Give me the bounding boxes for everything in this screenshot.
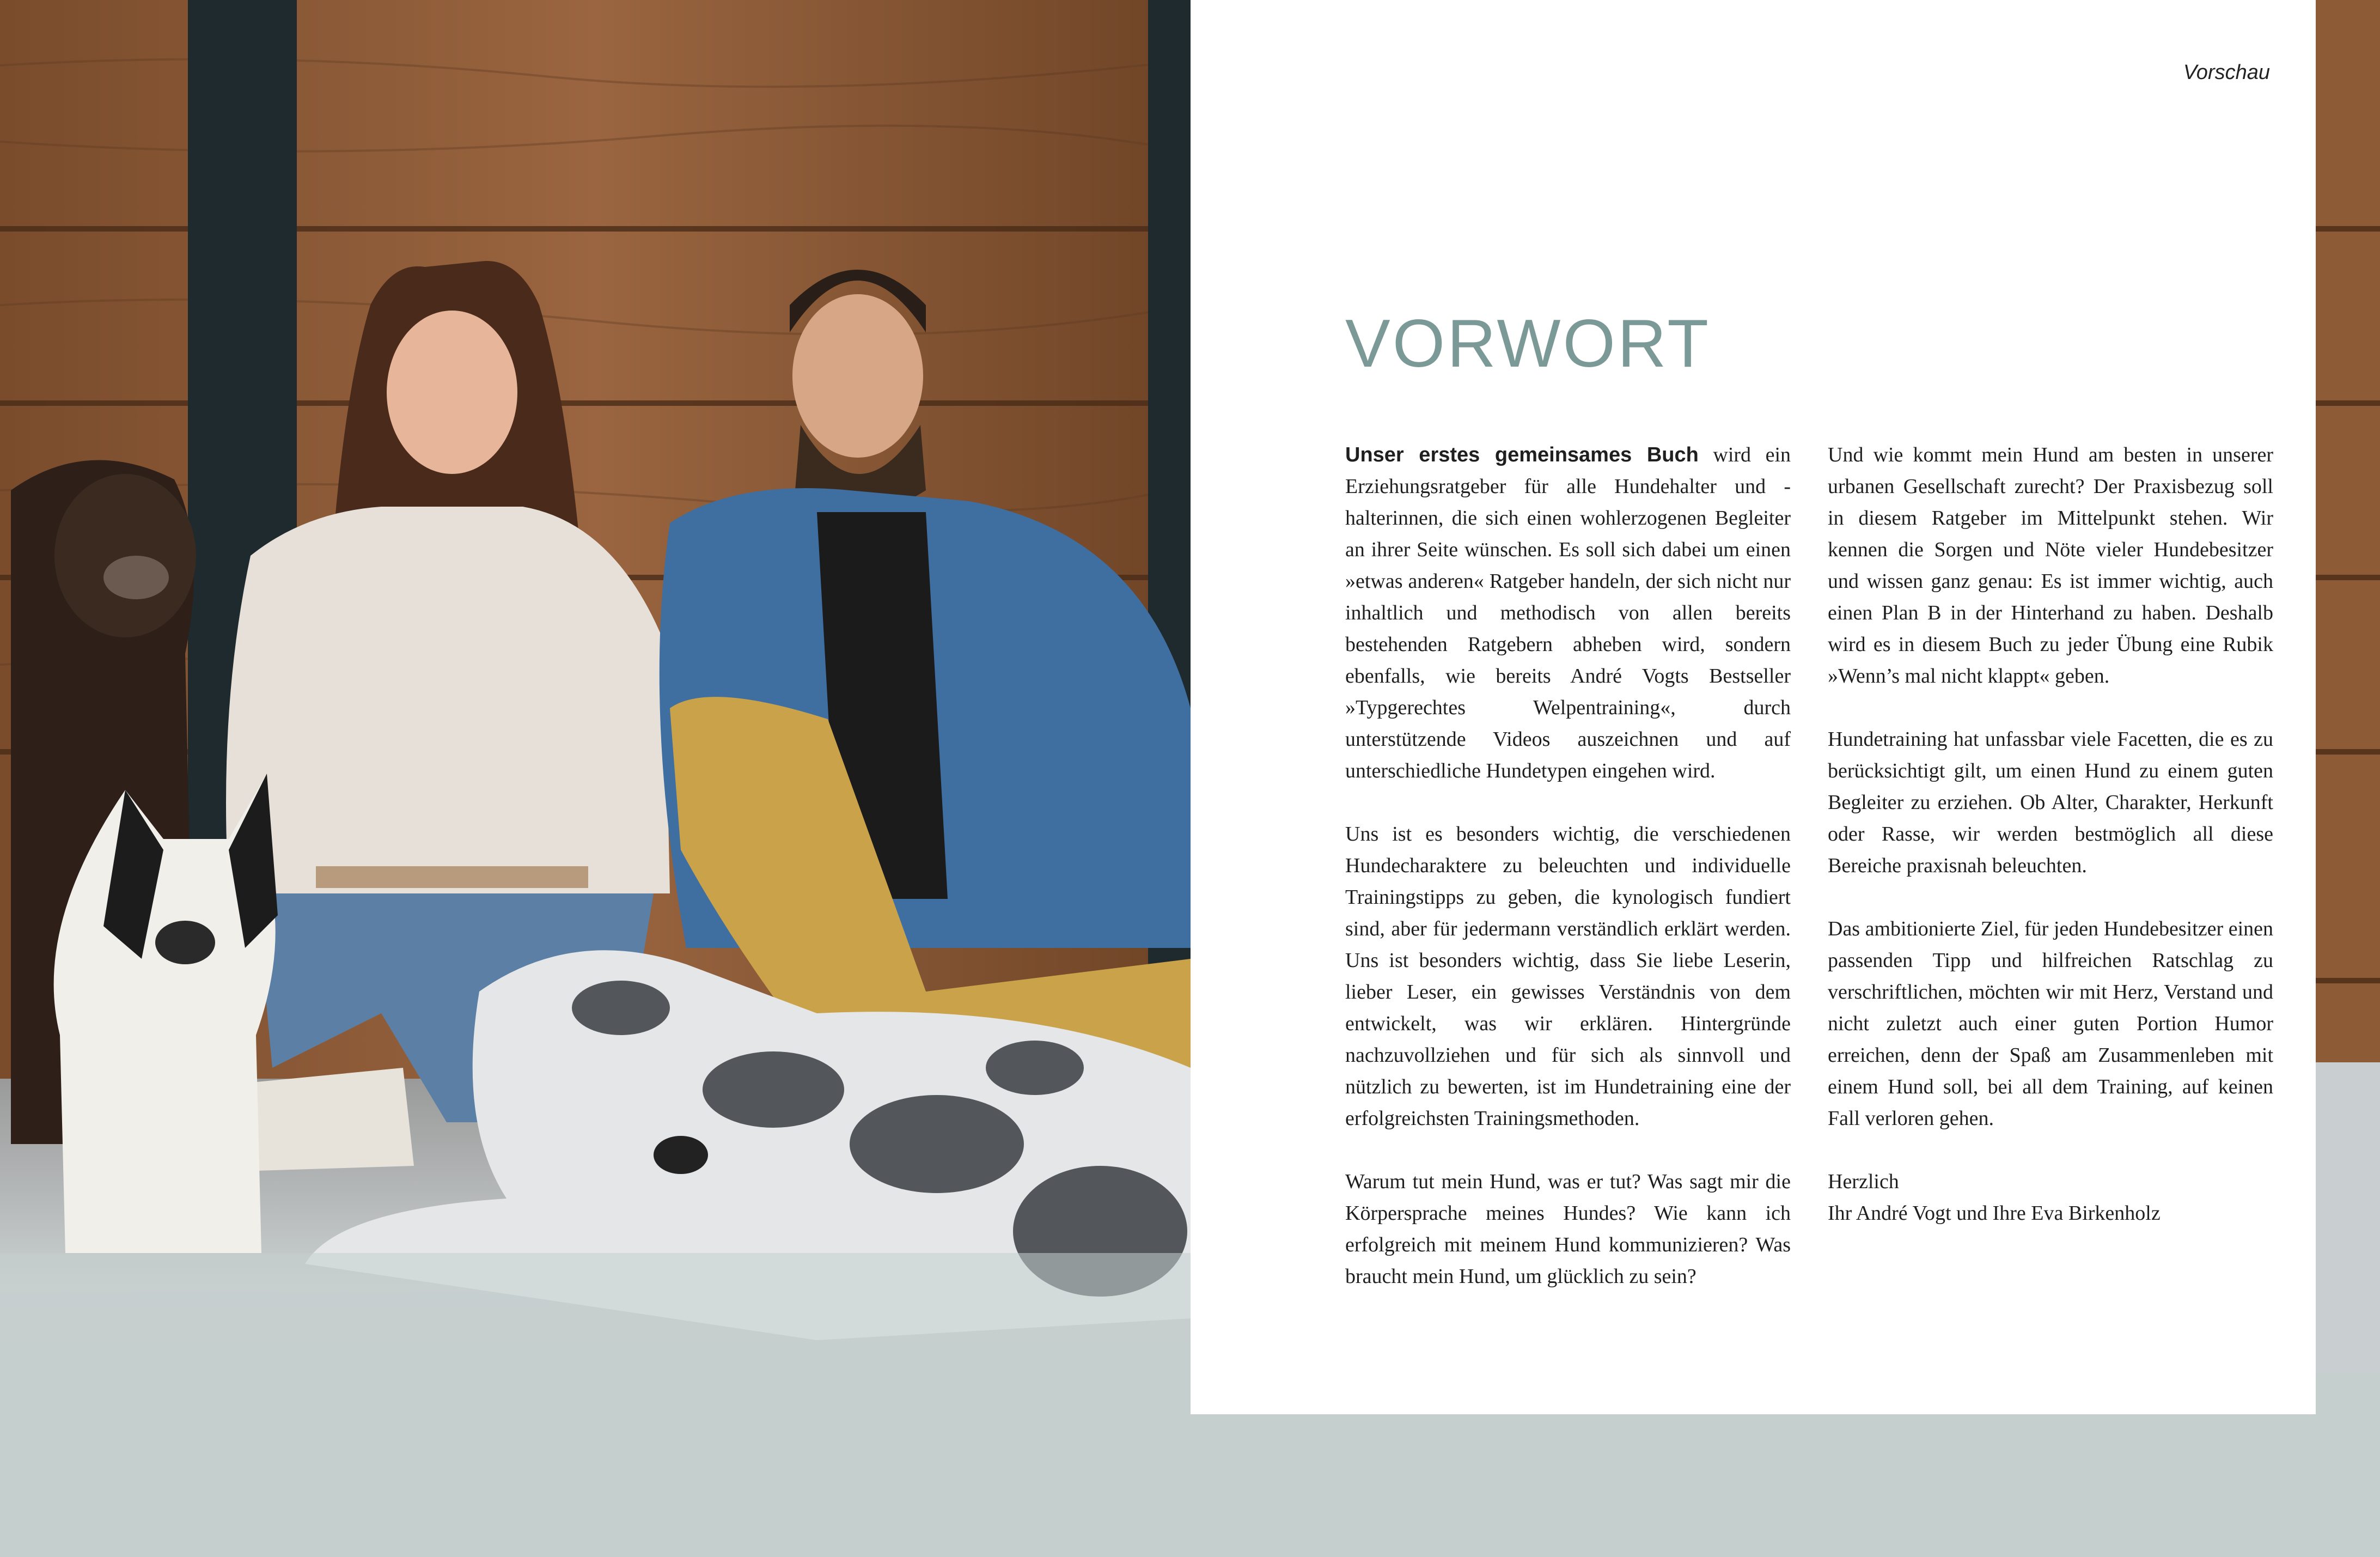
paragraph-text: wird ein Erziehungsratgeber für alle Hundehalter und -halterinnen, die sich einen wohlerzogenen Begleiter an ihrer Seite wünschen. Es soll sich dabei um einen »etwas anderen« Ratgeber handeln, der sich nicht nur inhaltlich und methodisch von allen bereits bestehenden Ratgebern abheben wird, sondern ebenfalls, wie bereits André Vogts Bestseller »Typgerechtes Welpentraining«, durch unterstützende Videos auszeichnen und auf unterschiedliche Hundetypen eingehen wird. [1345, 443, 1791, 782]
cover-photo [0, 0, 1191, 1373]
paragraph [1345, 439, 1791, 787]
paragraph: Warum tut mein Hund, was er tut? Was sagt mir die Körpersprache meines Hundes? Wie kann ich erfolgreich mit meinem Hund kommunizieren? Was braucht mein Hund, um glücklich zu sein? [1345, 1170, 1791, 1288]
page-title: VORWORT [1345, 306, 1711, 381]
text-page [1191, 0, 2316, 1414]
right-column [1828, 439, 2273, 1261]
paragraph: Uns ist es besonders wichtig, die verschiedenen Hundecharaktere zu beleuchten und individuelle Trainingstipps zu geben, die kynologisch fundiert sind, aber für jedermann verständlich erklärt werden. Uns ist besonders wichtig, dass Sie liebe Leserin, lieber Leser, ein gewisses Verständnis von dem entwickelt, was wir erklären. Hintergründe nachzuvollziehen und für sich als sinnvoll und nützlich zu bewerten, ist im Hundetraining eine der erfolgreichsten Trainingsmethoden. [1345, 823, 1791, 1130]
left-column [1345, 439, 1791, 1324]
running-head: Vorschau [2183, 61, 2270, 84]
paragraph: Das ambitionierte Ziel, für jeden Hundebesitzer einen passenden Tipp und hilfreichen Ratschlag zu verschriftlichen, möchten wir mit Herz, Verstand und nicht zuletzt auch einer guten Portion Humor erreichen, denn der Spaß am Zusammenleben mit einem Hund soll, bei all dem Training, auf keinen Fall verloren gehen. [1828, 917, 2273, 1130]
right-photo-strip [2316, 0, 2380, 1373]
closing: Herzlich [1828, 1170, 1899, 1193]
paragraph: Hundetraining hat unfassbar viele Facetten, die es zu berücksichtigt gilt, um einen Hund zu einem guten Begleiter zu erziehen. Ob Alter, Charakter, Herkunft oder Rasse, wir werden bestmöglich all diese Bereiche praxisnah beleuchten. [1828, 728, 2273, 877]
signature: Ihr André Vogt und Ihre Eva Birkenholz [1828, 1202, 2161, 1225]
lead-phrase: Unser erstes gemeinsames Buch [1345, 443, 1699, 466]
paragraph: Und wie kommt mein Hund am besten in unserer urbanen Gesellschaft zurecht? Der Praxisbezug soll in diesem Ratgeber im Mittelpunkt stehen. Wir kennen die Sorgen und Nöte vieler Hundebesitzer und wissen ganz genau: Es ist immer wichtig, auch einen Plan B in der Hinterhand zu haben. Deshalb wird es in diesem Buch zu jeder Übung eine Rubik »Wenn’s mal nicht klappt« geben. [1828, 443, 2273, 688]
photo-illustration [0, 0, 1191, 1373]
wood-strip-illustration [2316, 0, 2380, 1373]
